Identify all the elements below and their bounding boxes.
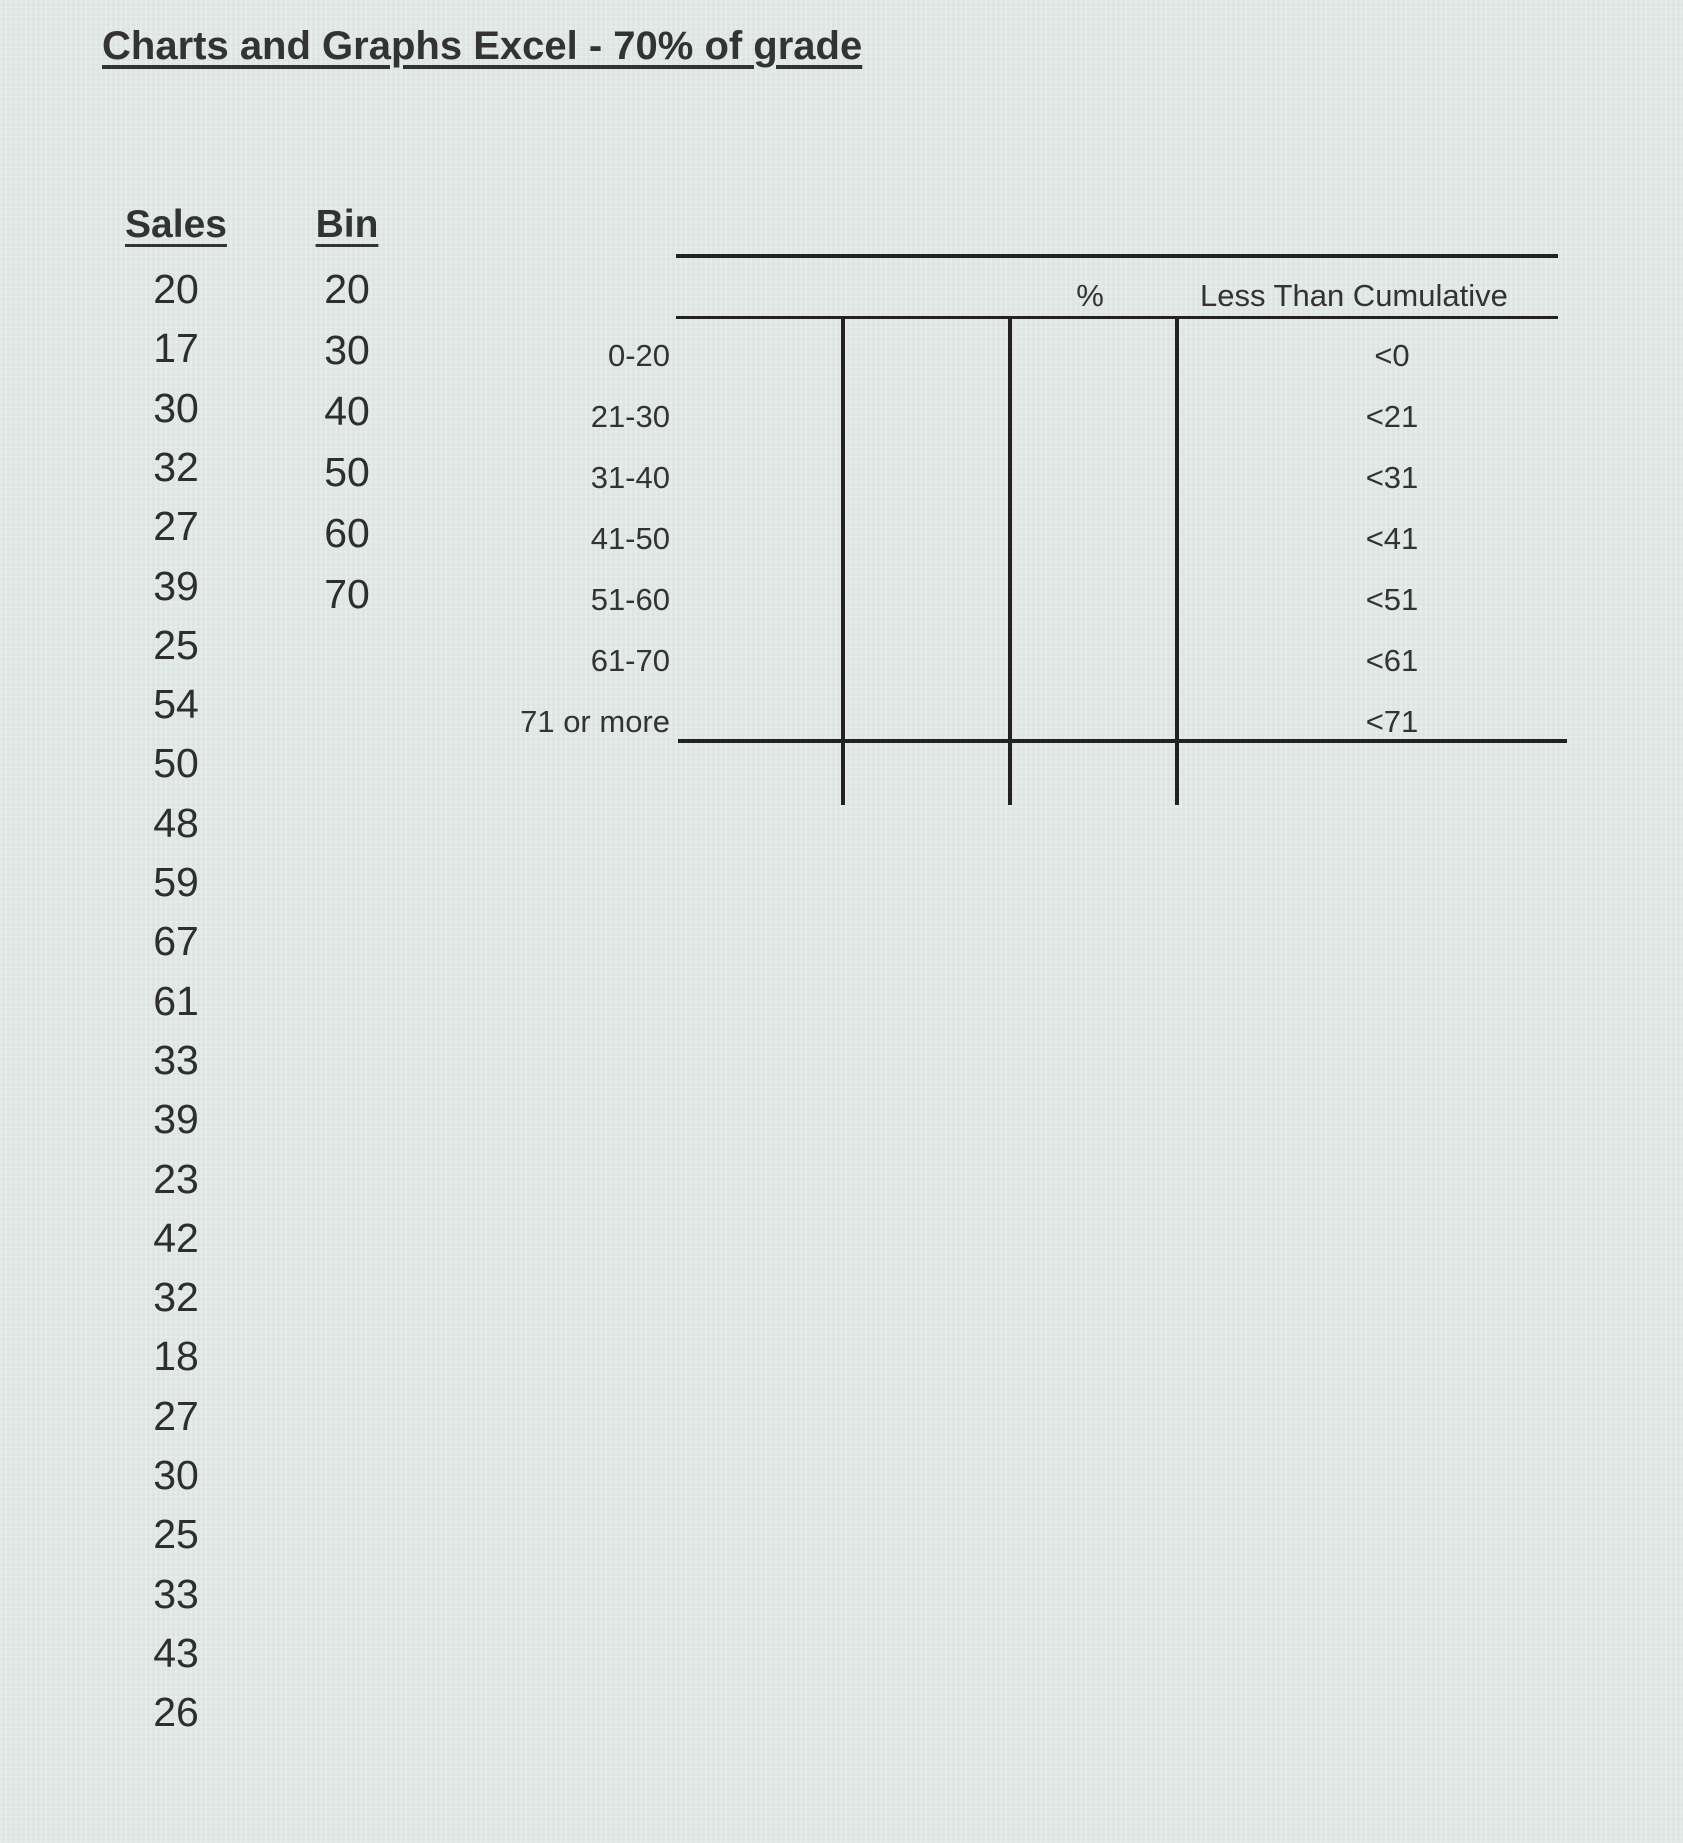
bin-value: 40 (324, 388, 370, 434)
sales-value: 32 (153, 1274, 199, 1321)
sales-header: Sales (125, 203, 227, 246)
range-label: 0-20 (607, 338, 670, 373)
sales-value: 33 (153, 1570, 199, 1617)
sales-value: 67 (153, 918, 199, 965)
sales-value: 32 (153, 443, 199, 490)
range-label: 71 or more (520, 704, 670, 739)
range-label: 41-50 (590, 521, 670, 556)
bin-value: 30 (324, 327, 370, 373)
bin-value: 60 (324, 510, 370, 556)
column-divider (1008, 319, 1012, 805)
less-than-value: <21 (1365, 399, 1419, 434)
sales-value: 30 (153, 384, 199, 431)
sales-value: 20 (153, 266, 199, 312)
table-header-rule (676, 316, 1558, 319)
sales-value: 39 (153, 1096, 199, 1143)
percent-header: % (1076, 278, 1104, 313)
table-top-rule (676, 254, 1558, 258)
sales-value: 33 (153, 1036, 199, 1083)
bin-value: 50 (324, 449, 370, 495)
range-label: 61-70 (590, 643, 670, 678)
sales-value: 43 (153, 1629, 199, 1676)
less-than-value: <51 (1365, 582, 1419, 617)
sales-value: 18 (153, 1333, 199, 1380)
sales-value: 61 (153, 977, 199, 1024)
sales-value: 26 (153, 1689, 199, 1736)
bin-value: 70 (324, 571, 370, 617)
sales-value: 30 (153, 1452, 199, 1498)
less-than-value: <31 (1365, 460, 1419, 495)
range-label: 31-40 (590, 460, 670, 495)
sales-value: 25 (153, 1511, 199, 1558)
bin-header: Bin (315, 203, 379, 246)
less-than-cumulative-header: Less Than Cumulative (1200, 278, 1508, 313)
sales-value: 54 (153, 681, 199, 728)
range-label: 21-30 (590, 399, 670, 434)
sales-value: 27 (153, 503, 199, 550)
less-than-value: <0 (1374, 338, 1410, 373)
sales-value: 59 (153, 859, 199, 905)
range-label: 51-60 (590, 582, 670, 617)
page-title: Charts and Graphs Excel - 70% of grade (102, 24, 863, 68)
sales-value: 39 (153, 562, 199, 609)
sales-value: 48 (153, 799, 199, 846)
less-than-value: <41 (1365, 521, 1419, 556)
bin-value: 20 (324, 266, 370, 312)
sales-value: 50 (153, 740, 199, 787)
sales-value: 42 (153, 1214, 199, 1261)
less-than-value: <61 (1365, 643, 1419, 678)
sales-value: 17 (153, 325, 199, 372)
sales-value: 27 (153, 1392, 199, 1439)
column-divider (841, 319, 845, 805)
less-than-value: <71 (1365, 704, 1419, 739)
sales-value: 25 (153, 621, 199, 668)
column-divider (1175, 319, 1179, 805)
sales-value: 23 (153, 1155, 199, 1202)
